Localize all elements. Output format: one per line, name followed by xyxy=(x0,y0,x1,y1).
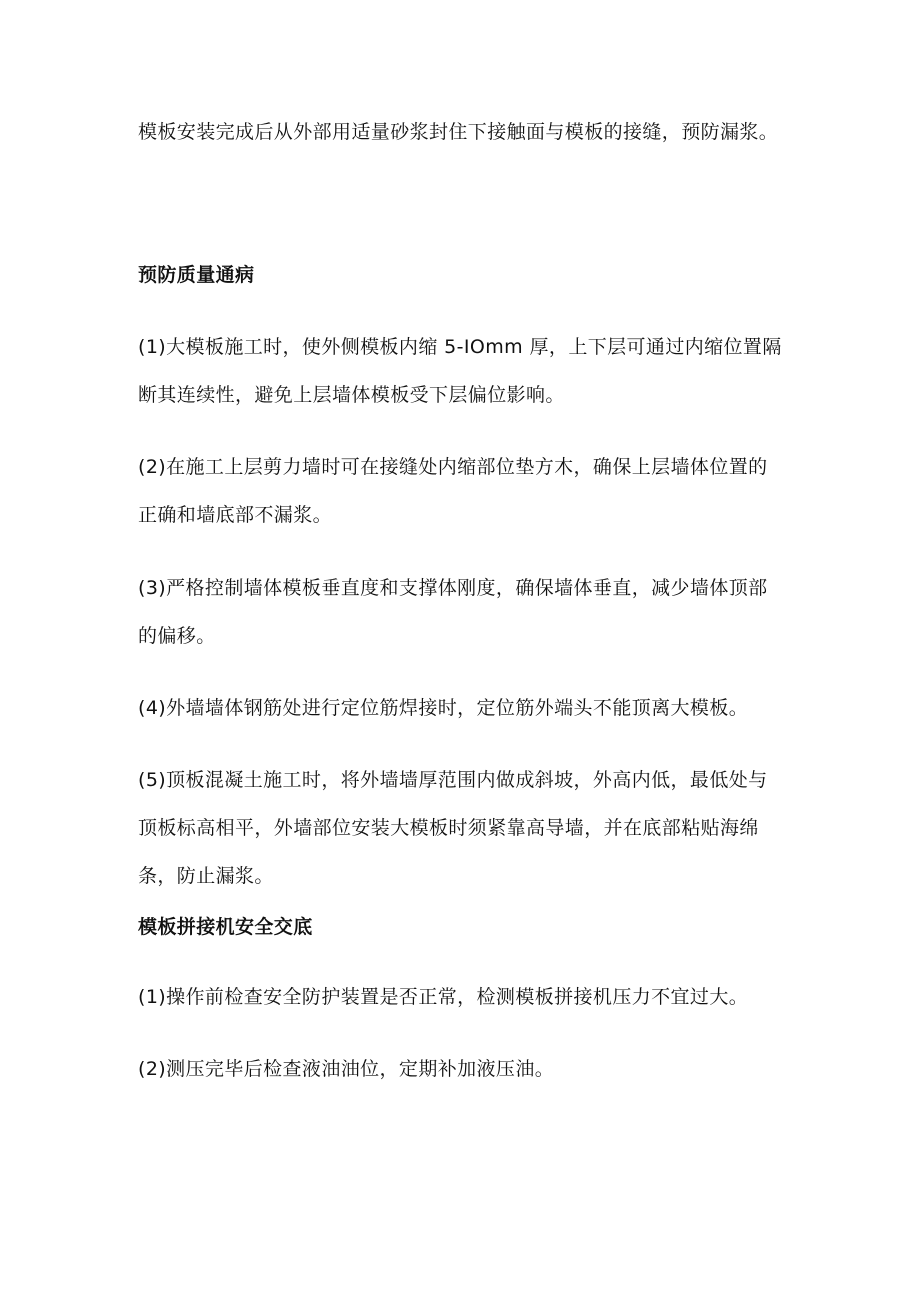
quality-item-3-line-2: 的偏移。 xyxy=(138,625,216,647)
quality-item-2-line-1: (2)在施工上层剪力墙时可在接缝处内缩部位垫方木，确保上层墙体位置的 xyxy=(138,456,768,478)
quality-item-2-line-2: 正确和墙底部不漏浆。 xyxy=(138,504,333,526)
section-heading-quality: 预防质量通病 xyxy=(138,264,255,286)
quality-item-5-line-3: 条，防止漏浆。 xyxy=(138,865,274,887)
quality-item-4-line-1: (4)外墙墙体钢筋处进行定位筋焊接时，定位筋外端头不能顶离大模板。 xyxy=(138,697,749,719)
quality-item-5-line-2: 顶板标高相平，外墙部位安装大模板时须紧靠高导墙，并在底部粘贴海绵 xyxy=(138,817,759,839)
quality-item-1-line-1: (1)大模板施工时，使外侧模板内缩 5-IOmm 厚，上下层可通过内缩位置隔 xyxy=(138,336,782,358)
section-heading-safety: 模板拼接机安全交底 xyxy=(138,916,313,938)
intro-paragraph: 模板安装完成后从外部用适量砂浆封住下接触面与模板的接缝，预防漏浆。 xyxy=(138,121,779,143)
safety-item-2-line-1: (2)测压完毕后检查液油油位，定期补加液压油。 xyxy=(138,1058,555,1080)
quality-item-5-line-1: (5)顶板混凝土施工时，将外墙墙厚范围内做成斜坡，外高内低，最低处与 xyxy=(138,769,768,791)
safety-item-1-line-1: (1)操作前检查安全防护装置是否正常，检测模板拼接机压力不宜过大。 xyxy=(138,986,749,1008)
quality-item-3-line-1: (3)严格控制墙体模板垂直度和支撑体刚度，确保墙体垂直，减少墙体顶部 xyxy=(138,577,768,599)
quality-item-1-line-2: 断其连续性，避免上层墙体模板受下层偏位影响。 xyxy=(138,384,565,406)
